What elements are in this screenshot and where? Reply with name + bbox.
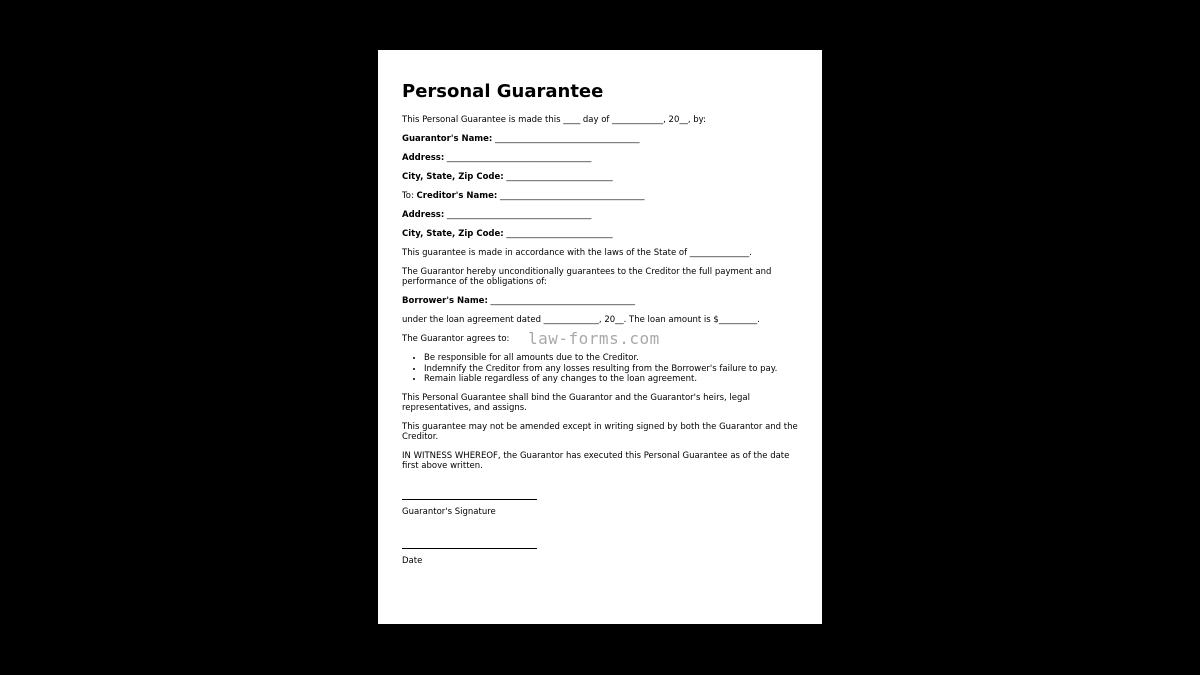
date-label: Date <box>402 555 423 566</box>
to-prefix: To: <box>402 191 417 201</box>
witness-paragraph: IN WITNESS WHEREOF, the Guarantor has executed this Personal Guarantee as of the date first above written. <box>402 450 793 471</box>
guarantor-city-blank: _________________________ <box>503 172 613 182</box>
obligations-list <box>402 353 798 385</box>
list-item: • Be responsible for all amounts due to the Creditor. <box>424 353 798 364</box>
guarantor-address-line <box>402 153 798 163</box>
guarantor-city-label: City, State, Zip Code: <box>402 172 504 182</box>
creditor-address-label: Address: <box>402 210 445 220</box>
borrower-name-label: Borrower's Name: <box>402 296 488 306</box>
bind-paragraph: This Personal Guarantee shall bind the Guarantor and the Guarantor's heirs, legal representatives, and assigns. <box>402 392 753 413</box>
document-title: Personal Guarantee <box>402 81 604 102</box>
borrower-name-line <box>402 296 798 306</box>
signature-label: Guarantor's Signature <box>402 506 496 517</box>
agrees-paragraph: The Guarantor agrees to: <box>402 334 510 344</box>
laws-paragraph: This guarantee is made in accordance with the laws of the State of ______________. <box>402 248 752 258</box>
amend-paragraph: This guarantee may not be amended except in writing signed by both the Guarantor and the Creditor. <box>402 421 801 442</box>
intro-paragraph: This Personal Guarantee is made this ____ day of ____________, 20__, by: <box>402 115 706 125</box>
list-item: • Indemnify the Creditor from any losses resulting from the Borrower's failure to pay. <box>424 364 798 375</box>
loan-paragraph: under the loan agreement dated _____________, 20__. The loan amount is $_________. <box>402 315 760 325</box>
creditor-name-blank: __________________________________ <box>497 191 645 201</box>
guarantor-name-line <box>402 134 798 144</box>
guarantor-name-label: Guarantor's Name: <box>402 134 493 144</box>
list-item: • Remain liable regardless of any changes to the loan agreement. <box>424 374 798 385</box>
creditor-name-line <box>402 191 798 201</box>
creditor-city-line <box>402 229 798 239</box>
creditor-city-blank: _________________________ <box>503 229 613 239</box>
guarantees-paragraph: The Guarantor hereby unconditionally guarantees to the Creditor the full payment and performance of the obligations of: <box>402 267 775 287</box>
guarantor-address-blank: __________________________________ <box>444 153 592 163</box>
borrower-name-blank: __________________________________ <box>487 296 636 306</box>
guarantor-address-label: Address: <box>402 153 445 163</box>
guarantor-name-blank: __________________________________ <box>492 134 640 144</box>
guarantor-city-line <box>402 172 798 182</box>
creditor-name-label: Creditor's Name: <box>416 191 498 201</box>
creditor-address-line <box>402 210 798 220</box>
signature-line <box>402 480 537 500</box>
creditor-city-label: City, State, Zip Code: <box>402 229 504 239</box>
creditor-address-blank: __________________________________ <box>444 210 592 220</box>
watermark: law-forms.com <box>528 329 660 348</box>
date-line <box>402 529 537 549</box>
